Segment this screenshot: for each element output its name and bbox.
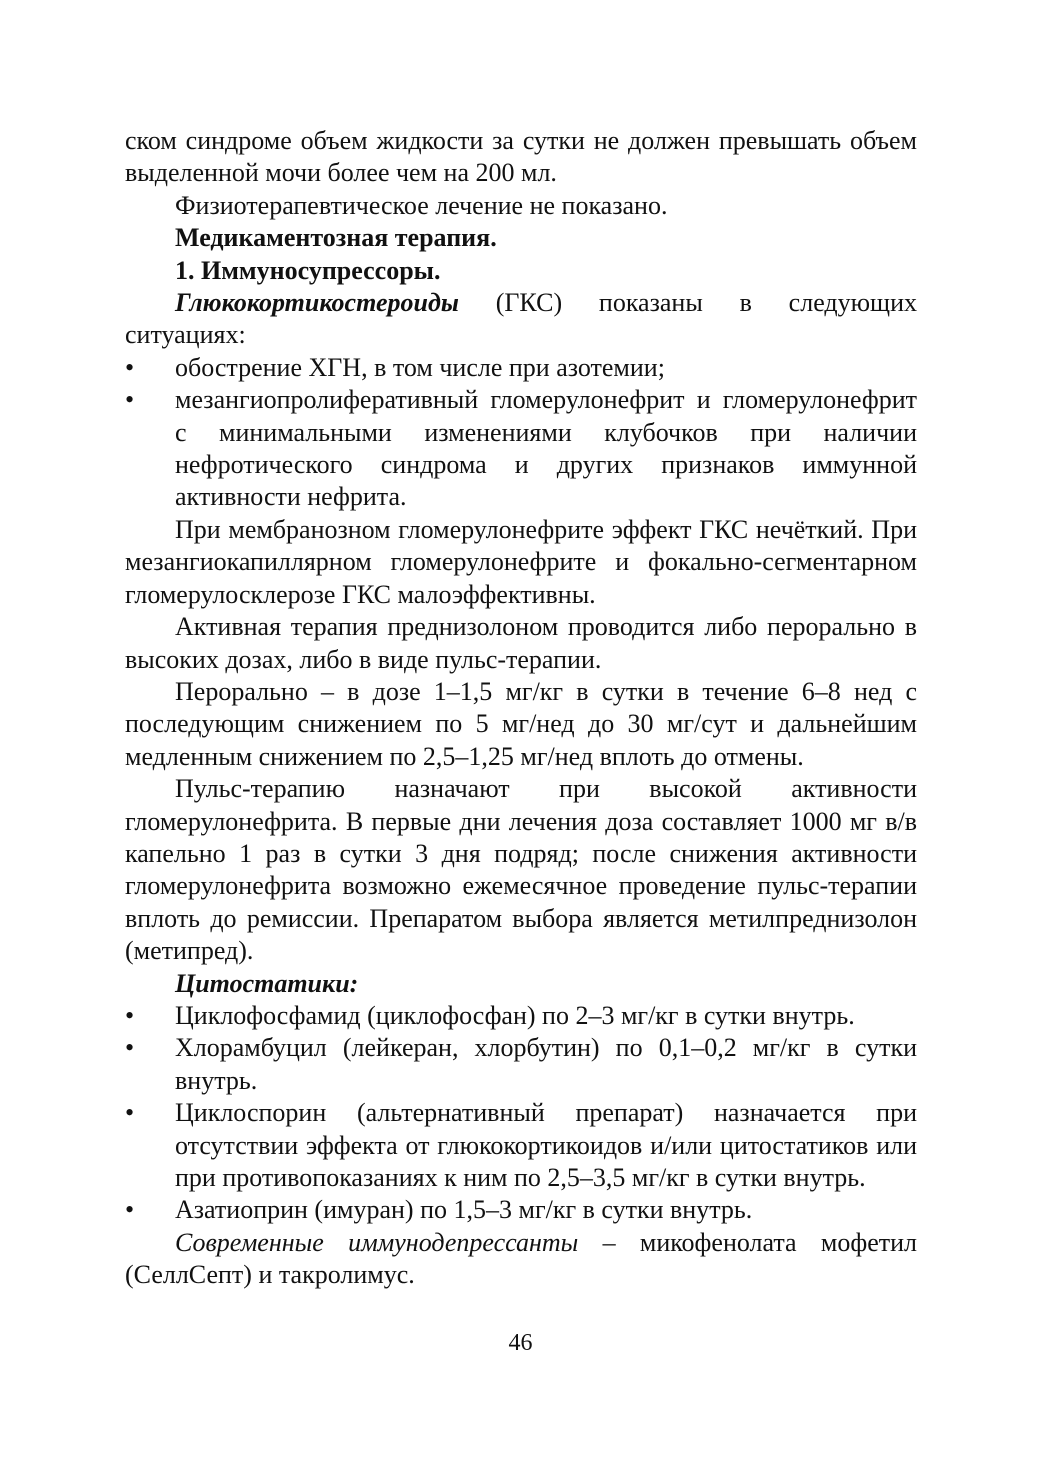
list-item: [125, 1097, 917, 1194]
page-body: [125, 125, 917, 1292]
bullet-icon: •: [125, 1098, 135, 1128]
list-item-text: Циклофосфамид (циклофосфан) по 2–3 мг/кг в сутки внутрь.: [175, 1000, 855, 1030]
gks-indications-text: (ГКС) показаны в следующих ситуациях:: [125, 288, 917, 350]
paragraph-modern-immunosuppressants: [125, 1227, 917, 1292]
heading-immunosuppressants: 1. Иммуносупрессоры.: [175, 255, 441, 285]
paragraph-physiotherapy: Физиотерапевтическое лечение не показано.: [175, 190, 668, 220]
list-item-text: обострение ХГН, в том числе при азотемии;: [175, 352, 665, 382]
list-item: [125, 384, 917, 514]
list-item: [125, 1194, 917, 1226]
bullet-icon: •: [125, 1000, 135, 1030]
list-item: [125, 1032, 917, 1097]
list-item-text: Азатиоприн (имуран) по 1,5–3 мг/кг в сутки внутрь.: [175, 1195, 753, 1225]
paragraph-oral-dosing: Перорально – в дозе 1–1,5 мг/кг в сутки в течение 6–8 нед с последующим снижением по 5 мг/нед до 30 мг/сут и дальнейшим медленным снижением по 2,5–1,25 мг/нед вплоть до отмены.: [125, 676, 917, 771]
paragraph-prednisolone: Активная терапия преднизолоном проводится либо перорально в высоких дозах, либо в виде пульс-терапии.: [125, 612, 917, 674]
paragraph-gks-indications: [125, 287, 917, 352]
term-modern-immunosuppressants: Современные иммунодепрессанты: [175, 1227, 579, 1257]
page-number: 46: [508, 1330, 533, 1356]
bullet-icon: •: [125, 1033, 135, 1063]
paragraph-gks-efficacy: При мембранозном гломерулонефрите эффект ГКС нечёткий. При мезангиокапиллярном гломерулонефрите и фокально-сегментарном гломерулосклерозе ГКС малоэффективны.: [125, 514, 917, 609]
bullet-icon: •: [125, 1195, 135, 1225]
list-item-text: Хлорамбуцил (лейкеран, хлорбутин) по 0,1–0,2 мг/кг в сутки внутрь.: [175, 1033, 917, 1095]
modern-immunosuppressants-text: – микофенолата мофетил (СеллСепт) и такролимус.: [125, 1227, 917, 1290]
bullet-icon: •: [125, 352, 135, 382]
list-item-text: мезангиопролиферативный гломерулонефрит и гломерулонефрит с минимальными изменениями клубочков при наличии нефротического синдрома и других признаков иммунной активности нефрита.: [175, 385, 917, 512]
list-item: [125, 352, 917, 384]
list-item: [125, 1000, 917, 1032]
heading-drug-therapy: Медикаментозная терапия.: [175, 223, 497, 253]
bullet-icon: •: [125, 385, 135, 415]
list-item-text: Циклоспорин (альтернативный препарат) назначается при отсутствии эффекта от глюкокортикоидов и/или цитостатиков или при противопоказаниях к ним по 2,5–3,5 мг/кг в сутки внутрь.: [175, 1098, 917, 1192]
heading-cytostatics: Цитостатики:: [175, 968, 359, 998]
paragraph-fluid-intake: ском синдроме объем жидкости за сутки не должен превышать объем выделенной мочи более чем на 200 мл.: [125, 126, 917, 188]
paragraph-pulse-therapy: Пульс-терапию назначают при высокой активности гломерулонефрита. В первые дни лечения доза составляет 1000 мг в/в капельно 1 раз в сутки 3 дня подряд; после снижения активности гломерулонефрита возможно ежемесячное проведение пульс-терапии вплоть до ремиссии. Препаратом выбора является метилпреднизолон (метипред).: [125, 774, 917, 966]
term-glucocorticosteroids: Глюкокортикостероиды: [175, 288, 459, 318]
